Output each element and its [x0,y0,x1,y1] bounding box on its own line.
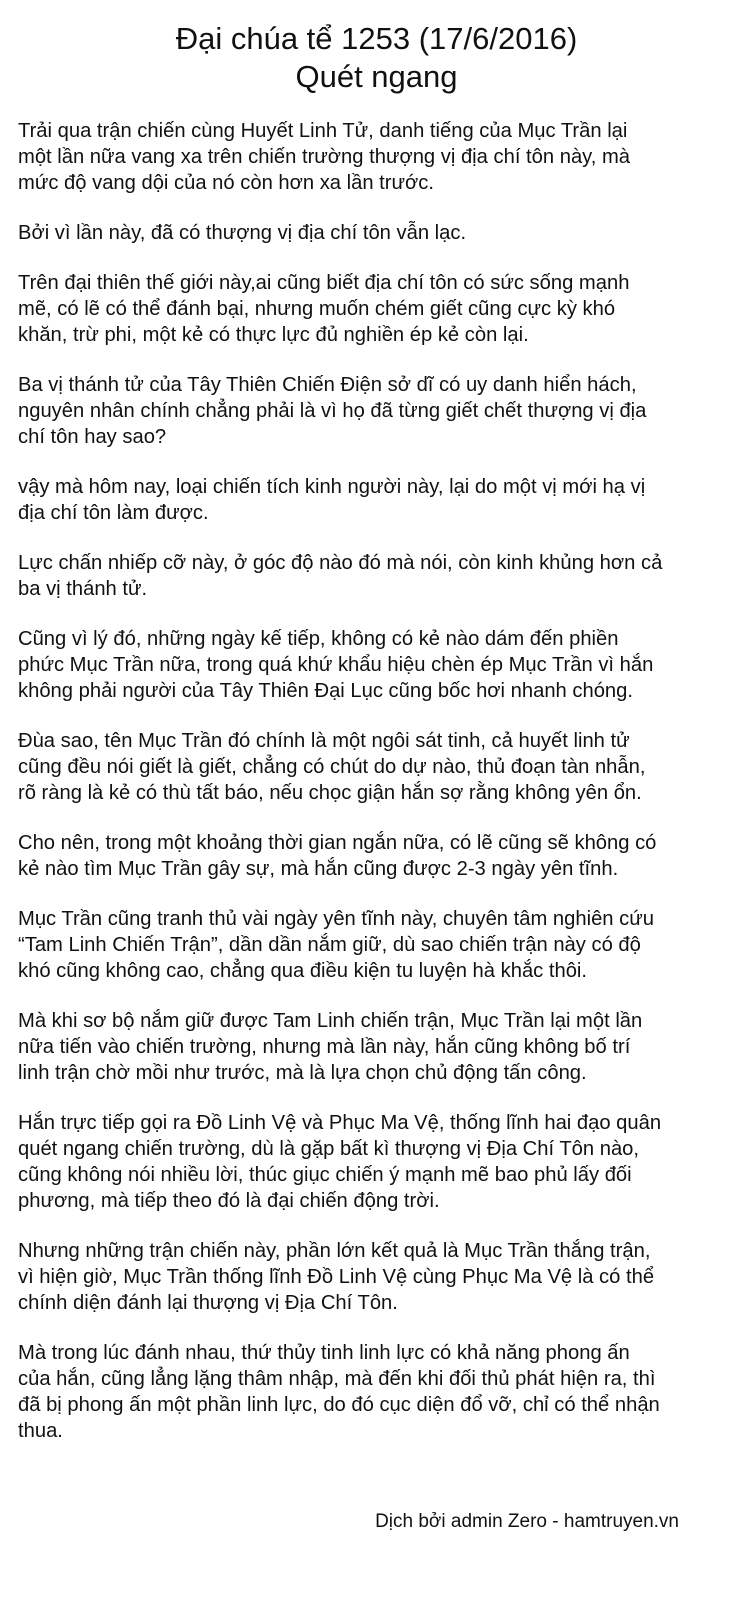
text-line: Bởi vì lần này, đã có thượng vị địa chí tôn vẫn lạc. [18,222,467,244]
text-line: nguyên nhân chính chẳng phải là vì họ đã từng giết chết thượng vị địa [18,400,647,422]
text-line: quét ngang chiến trường, dù là gặp bất kì thượng vị Địa Chí Tôn nào, [18,1138,640,1160]
page-title: Đại chúa tể 1253 (17/6/2016) [175,21,578,56]
text-line: ba vị thánh tử. [18,578,148,600]
text-line: địa chí tôn làm được. [18,502,209,524]
text-line: Mà khi sơ bộ nắm giữ được Tam Linh chiến trận, Mục Trần lại một lần [18,1010,643,1032]
text-line: phức Mục Trần nữa, trong quá khứ khẩu hiệu chèn ép Mục Trần vì hắn [18,654,654,676]
paragraph [18,220,743,246]
page-subtitle: Quét ngang [295,59,458,94]
paragraph [18,830,743,882]
text-line: Trên đại thiên thế giới này,ai cũng biết địa chí tôn có sức sống mạnh [18,272,630,294]
text-line: linh trận chờ mồi như trước, mà là lựa chọn chủ động tấn công. [18,1062,587,1084]
text-line: cũng không nói nhiều lời, thúc giục chiến ý mạnh mẽ bao phủ lấy đối [18,1164,632,1186]
paragraph [18,1340,743,1444]
text-line: Lực chấn nhiếp cỡ này, ở góc độ nào đó mà nói, còn kinh khủng hơn cả [18,552,663,574]
text-line: vì hiện giờ, Mục Trần thống lĩnh Đồ Linh Vệ cùng Phục Ma Vệ là có thể [18,1266,655,1288]
text-line: kẻ nào tìm Mục Trần gây sự, mà hắn cũng được 2-3 ngày yên tĩnh. [18,858,619,880]
text-line: đã bị phong ấn một phần linh lực, do đó cục diện đổ vỡ, chỉ có thể nhận [18,1394,660,1416]
text-line: Nhưng những trận chiến này, phần lớn kết quả là Mục Trần thắng trận, [18,1240,651,1262]
text-line: chí tôn hay sao? [18,426,167,448]
text-line: Hắn trực tiếp gọi ra Đồ Linh Vệ và Phục Ma Vệ, thống lĩnh hai đạo quân [18,1112,662,1134]
text-line: Ba vị thánh tử của Tây Thiên Chiến Điện sở dĩ có uy danh hiển hách, [18,374,637,396]
text-line: Trải qua trận chiến cùng Huyết Linh Tử, danh tiếng của Mục Trần lại [18,120,628,142]
text-line: mức độ vang dội của nó còn hơn xa lần trước. [18,172,434,194]
translator-credit: Dịch bởi admin Zero - hamtruyen.vn [375,1511,679,1532]
text-line: một lần nữa vang xa trên chiến trường thượng vị địa chí tôn này, mà [18,146,631,168]
text-line: của hắn, cũng lẳng lặng thâm nhập, mà đến khi đối thủ phát hiện ra, thì [18,1368,656,1390]
paragraph [18,550,743,602]
text-line: phương, mà tiếp theo đó là đại chiến động trời. [18,1190,440,1212]
text-line: Cũng vì lý đó, những ngày kế tiếp, không có kẻ nào dám đến phiền [18,628,619,650]
text-line: Cho nên, trong một khoảng thời gian ngắn nữa, có lẽ cũng sẽ không có [18,832,657,854]
paragraph [18,270,743,348]
text-line: mẽ, có lẽ có thể đánh bại, nhưng muốn chém giết cũng cực kỳ khó [18,298,616,320]
paragraph [18,906,743,984]
text-line: vậy mà hôm nay, loại chiến tích kinh người này, lại do một vị mới hạ vị [18,476,646,498]
text-line: rõ ràng là kẻ có thù tất báo, nếu chọc giận hắn sợ rằng không yên ổn. [18,782,642,804]
paragraph [18,1008,743,1086]
text-line: Mục Trần cũng tranh thủ vài ngày yên tĩnh này, chuyên tâm nghiên cứu [18,908,654,930]
paragraph [18,474,743,526]
paragraph [18,1238,743,1316]
text-line: cũng đều nói giết là giết, chẳng có chút do dự nào, thủ đoạn tàn nhẫn, [18,756,646,778]
text-line: Mà trong lúc đánh nhau, thứ thủy tinh linh lực có khả năng phong ấn [18,1342,630,1364]
paragraph [18,626,743,704]
article-body [18,118,743,1468]
text-line: chính diện đánh lại thượng vị Địa Chí Tôn. [18,1292,398,1314]
paragraph [18,372,743,450]
text-line: thua. [18,1420,63,1442]
paragraph [18,728,743,806]
paragraph [18,118,743,196]
text-line: nữa tiến vào chiến trường, nhưng mà lần này, hắn cũng không bố trí [18,1036,631,1058]
text-line: không phải người của Tây Thiên Đại Lục cũng bốc hơi nhanh chóng. [18,680,633,702]
text-line: khó cũng không cao, chẳng qua điều kiện tu luyện hà khắc thôi. [18,960,588,982]
text-line: khăn, trừ phi, một kẻ có thực lực đủ nghiền ép kẻ còn lại. [18,324,529,346]
text-line: “Tam Linh Chiến Trận”, dần dần nắm giữ, dù sao chiến trận này có độ [18,934,641,956]
paragraph [18,1110,743,1214]
text-line: Đùa sao, tên Mục Trần đó chính là một ngôi sát tinh, cả huyết linh tử [18,730,630,752]
